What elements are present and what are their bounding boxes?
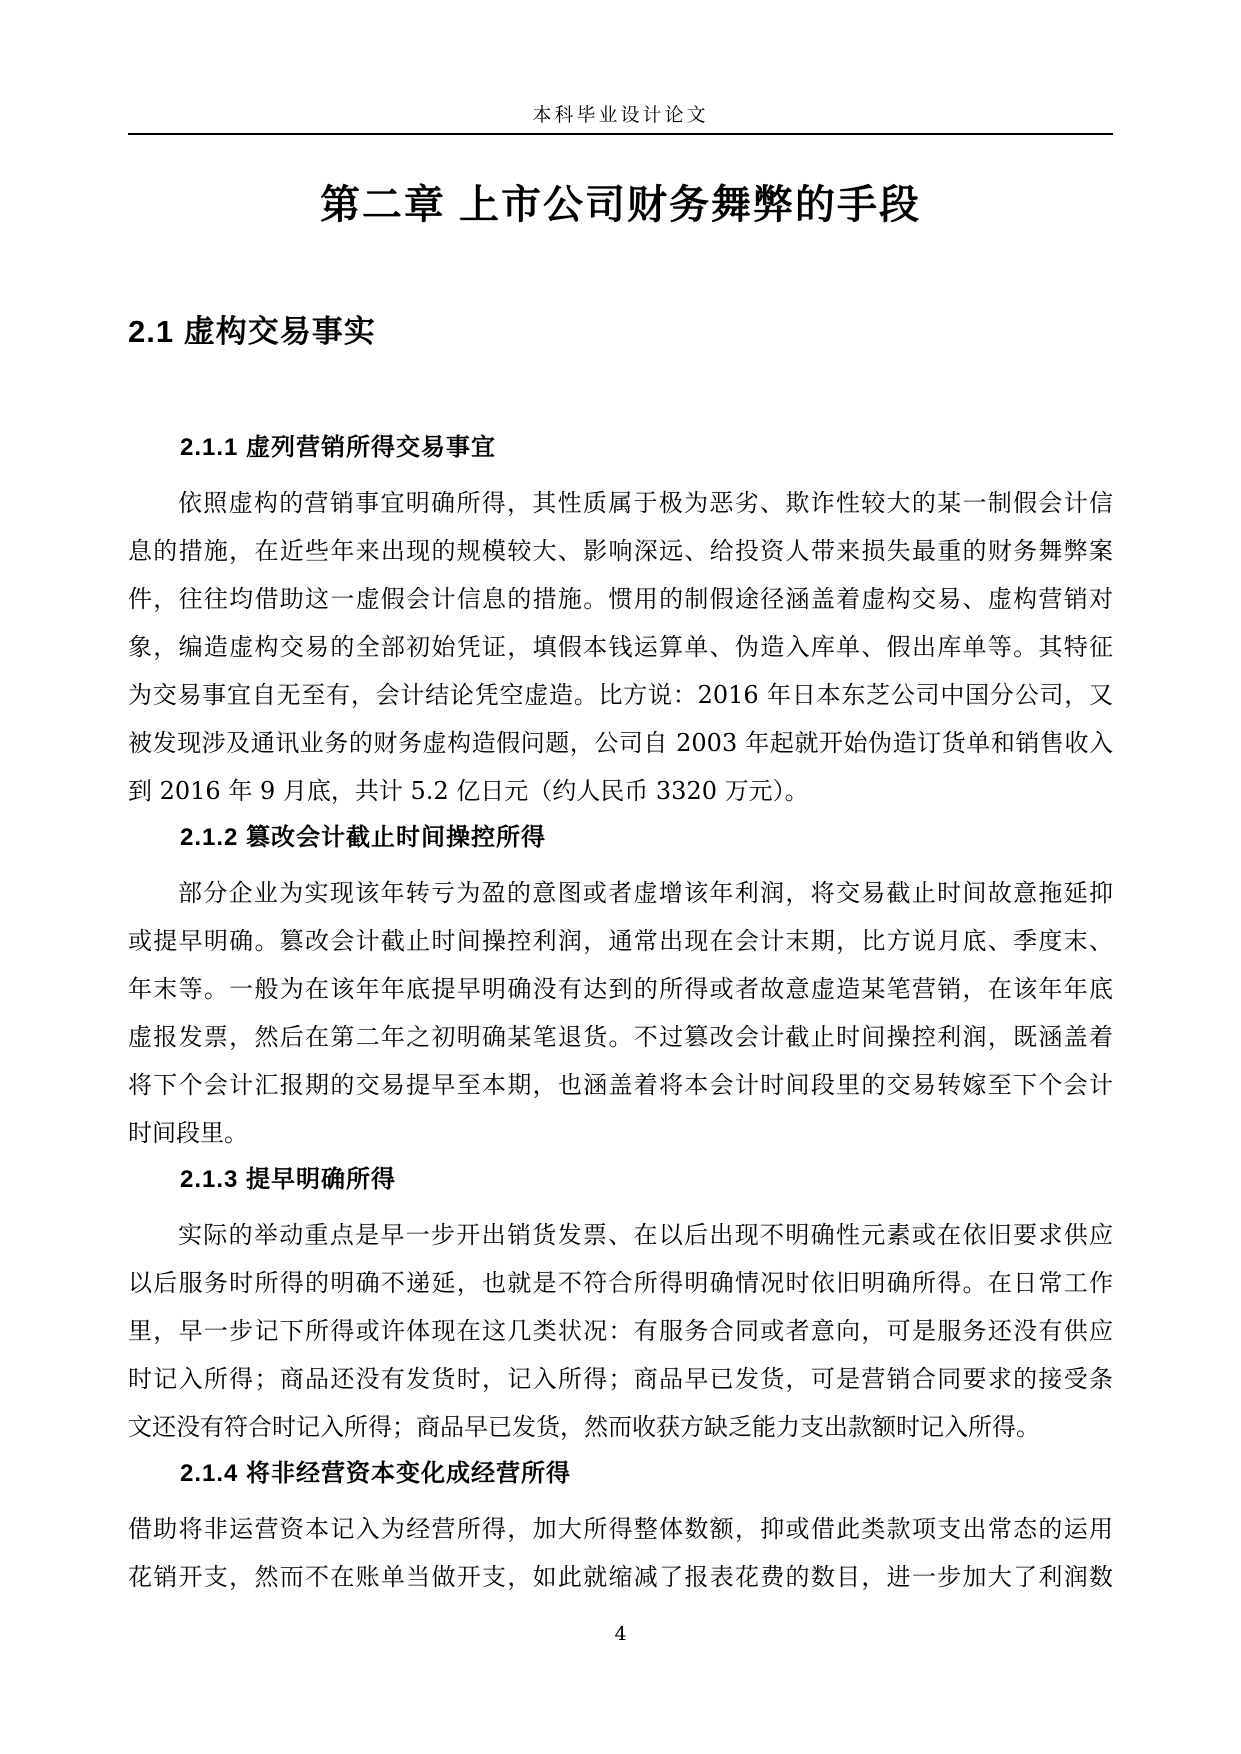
text-line: 时记入所得；商品还没有发货时，记入所得；商品早已发货，可是营销合同要求的接受条 xyxy=(128,1365,1113,1393)
paragraph-2-1-3 xyxy=(128,1211,1113,1451)
paragraph-2-1-2 xyxy=(128,869,1113,1157)
text-line: 被发现涉及通讯业务的财务虚构造假问题，公司自 2003 年起就开始伪造订货单和销售收入 xyxy=(128,729,1113,757)
text-line: 息的措施，在近些年来出现的规模较大、影响深远、给投资人带来损失最重的财务舞弊案 xyxy=(128,537,1113,565)
text-line: 依照虚构的营销事宜明确所得，其性质属于极为恶劣、欺诈性较大的某一制假会计信 xyxy=(178,489,1113,517)
text-line: 以后服务时所得的明确不递延，也就是不符合所得明确情况时依旧明确所得。在日常工作 xyxy=(128,1269,1113,1297)
text-line: 时间段里。 xyxy=(128,1119,248,1147)
text-line: 实际的举动重点是早一步开出销货发票、在以后出现不明确性元素或在依旧要求供应 xyxy=(178,1221,1113,1249)
subsection-heading-2-1-1: 2.1.1 虚列营销所得交易事宜 xyxy=(180,434,497,461)
page-number: 4 xyxy=(614,1623,627,1645)
text-line: 花销开支，然而不在账单当做开支，如此就缩减了报表花费的数目，进一步加大了利润数 xyxy=(128,1563,1113,1591)
subsection-heading-2-1-3: 2.1.3 提早明确所得 xyxy=(180,1166,397,1193)
chapter-title: 第二章 上市公司财务舞弊的手段 xyxy=(319,183,922,227)
subsection-heading-2-1-2: 2.1.2 篡改会计截止时间操控所得 xyxy=(180,824,547,851)
text-line: 象，编造虚构交易的全部初始凭证，填假本钱运算单、伪造入库单、假出库单等。其特征 xyxy=(128,633,1113,661)
text-line: 借助将非运营资本记入为经营所得，加大所得整体数额，抑或借此类款项支出常态的运用 xyxy=(128,1515,1113,1543)
text-line: 年末等。一般为在该年年底提早明确没有达到的所得或者故意虚造某笔营销，在该年年底 xyxy=(128,975,1113,1003)
text-line: 到 2016 年 9 月底，共计 5.2 亿日元（约人民币 3320 万元）。 xyxy=(128,777,809,805)
text-line: 里，早一步记下所得或许体现在这几类状况：有服务合同或者意向，可是服务还没有供应 xyxy=(128,1317,1113,1345)
text-line: 虚报发票，然后在第二年之初明确某笔退货。不过篡改会计截止时间操控利润，既涵盖着 xyxy=(128,1023,1113,1051)
text-line: 为交易事宜自无至有，会计结论凭空虚造。比方说：2016 年日本东芝公司中国分公司，又 xyxy=(128,681,1113,709)
text-line: 部分企业为实现该年转亏为盈的意图或者虚增该年利润，将交易截止时间故意拖延抑 xyxy=(178,879,1113,907)
text-line: 文还没有符合时记入所得；商品早已发货，然而收获方缺乏能力支出款额时记入所得。 xyxy=(128,1413,1040,1441)
text-line: 或提早明确。篡改会计截止时间操控利润，通常出现在会计末期，比方说月底、季度末、 xyxy=(128,927,1113,955)
paragraph-2-1-4 xyxy=(128,1505,1113,1601)
subsections-container xyxy=(128,431,1113,1601)
page-header xyxy=(128,0,1113,135)
text-line: 将下个会计汇报期的交易提早至本期，也涵盖着将本会计时间段里的交易转嫁至下个会计 xyxy=(128,1071,1113,1099)
paragraph-2-1-1 xyxy=(128,479,1113,815)
subsection-heading-2-1-4: 2.1.4 将非经营资本变化成经营所得 xyxy=(180,1460,572,1487)
section-heading-2-1: 2.1 虚构交易事实 xyxy=(128,314,376,349)
text-line: 件，往往均借助这一虚假会计信息的措施。惯用的制假途径涵盖着虚构交易、虚构营销对 xyxy=(128,585,1113,613)
running-head-text: 本科毕业设计论文 xyxy=(532,104,709,126)
